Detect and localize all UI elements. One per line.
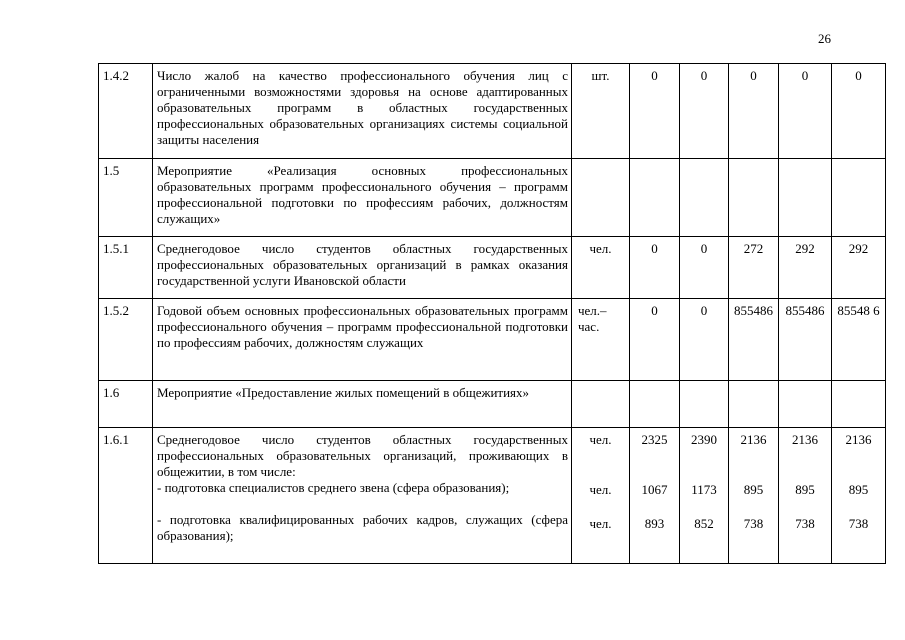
value-sub-workers: 852 bbox=[694, 516, 714, 531]
unit-sub-secondary: чел. bbox=[589, 482, 612, 497]
desc-sub-workers: - подготовка квалифицированных рабочих кадров, служащих (сфера образования); bbox=[157, 512, 568, 543]
row-value: 0 bbox=[680, 237, 729, 299]
value-sub-secondary: 1173 bbox=[691, 482, 717, 497]
row-value bbox=[832, 159, 886, 237]
value-main: 2136 bbox=[792, 432, 818, 447]
row-value: 0 bbox=[630, 64, 680, 159]
desc-main: Среднегодовое число студентов областных государственных профессиональных образовательных организаций, проживающих в общежитии, в том числе: bbox=[157, 432, 568, 479]
value-sub-secondary: 1067 bbox=[641, 482, 668, 497]
value-sub-secondary: 895 bbox=[848, 482, 869, 497]
row-id: 1.4.2 bbox=[99, 64, 153, 159]
row-unit bbox=[572, 381, 630, 428]
row-id: 1.5.2 bbox=[99, 299, 153, 381]
value-sub-secondary: 895 bbox=[743, 482, 764, 497]
row-value bbox=[680, 428, 729, 564]
row-value: 0 bbox=[680, 64, 729, 159]
row-unit: шт. bbox=[572, 64, 630, 159]
row-value: 0 bbox=[832, 64, 886, 159]
row-value bbox=[630, 381, 680, 428]
row-value: 292 bbox=[779, 237, 832, 299]
page-number: 26 bbox=[818, 31, 831, 46]
row-value bbox=[832, 381, 886, 428]
row-value: 272 bbox=[729, 237, 779, 299]
indicators-table bbox=[98, 63, 886, 564]
value-main: 2136 bbox=[845, 432, 872, 447]
row-unit: чел.– час. bbox=[572, 299, 630, 381]
row-value: 292 bbox=[832, 237, 886, 299]
row-value: 855486 bbox=[729, 299, 779, 381]
row-value bbox=[729, 381, 779, 428]
table-row bbox=[99, 64, 886, 159]
value-main: 2136 bbox=[740, 432, 767, 447]
row-value bbox=[779, 428, 832, 564]
value-sub-workers: 893 bbox=[644, 516, 665, 531]
value-main: 2325 bbox=[641, 432, 668, 447]
row-value bbox=[779, 159, 832, 237]
value-sub-secondary: 895 bbox=[795, 482, 815, 497]
row-unit: чел. bbox=[572, 237, 630, 299]
row-description: Мероприятие «Реализация основных профессиональных образовательных программ профессионального обучения – программ профессиональной подготовки по профессиям рабочих, должностям служащих» bbox=[153, 159, 572, 237]
row-value: 0 bbox=[779, 64, 832, 159]
value-sub-workers: 738 bbox=[848, 516, 869, 531]
unit-sub-workers: чел. bbox=[589, 516, 612, 531]
row-description: Годовой объем основных профессиональных образовательных программ профессионального обучения – программ профессиональной подготовки по профессиям рабочих, должностям служащих bbox=[153, 299, 572, 381]
row-id: 1.5.1 bbox=[99, 237, 153, 299]
row-value: 0 bbox=[630, 237, 680, 299]
row-unit bbox=[572, 428, 630, 564]
row-value: 85548 6 bbox=[832, 299, 886, 381]
row-value: 0 bbox=[630, 299, 680, 381]
row-value: 0 bbox=[729, 64, 779, 159]
table-row bbox=[99, 237, 886, 299]
value-main: 2390 bbox=[691, 432, 717, 447]
row-id: 1.6 bbox=[99, 381, 153, 428]
row-value: 855486 bbox=[779, 299, 832, 381]
row-description: Мероприятие «Предоставление жилых помещений в общежитиях» bbox=[153, 381, 572, 428]
row-description: Среднегодовое число студентов областных государственных профессиональных образовательных организаций в рамках оказания государственной услуги Ивановской области bbox=[153, 237, 572, 299]
table-row bbox=[99, 159, 886, 237]
table-row bbox=[99, 299, 886, 381]
row-unit bbox=[572, 159, 630, 237]
row-value: 0 bbox=[680, 299, 729, 381]
row-description bbox=[153, 428, 572, 564]
unit-main: чел. bbox=[589, 432, 612, 447]
table-row bbox=[99, 381, 886, 428]
desc-sub-secondary: - подготовка специалистов среднего звена (сфера образования); bbox=[157, 480, 510, 495]
row-value bbox=[680, 381, 729, 428]
row-value bbox=[729, 428, 779, 564]
table-row bbox=[99, 428, 886, 564]
row-value bbox=[680, 159, 729, 237]
row-value bbox=[832, 428, 886, 564]
row-value bbox=[779, 381, 832, 428]
row-id: 1.5 bbox=[99, 159, 153, 237]
value-sub-workers: 738 bbox=[743, 516, 764, 531]
row-description: Число жалоб на качество профессионального обучения лиц с ограниченными возможностями здоровья на основе адаптированных образовательных программ в областных государственных профессиональных образовательных организациях системы социальной защиты населения bbox=[153, 64, 572, 159]
row-value bbox=[630, 428, 680, 564]
row-id: 1.6.1 bbox=[99, 428, 153, 564]
row-value bbox=[630, 159, 680, 237]
value-sub-workers: 738 bbox=[795, 516, 815, 531]
row-value bbox=[729, 159, 779, 237]
